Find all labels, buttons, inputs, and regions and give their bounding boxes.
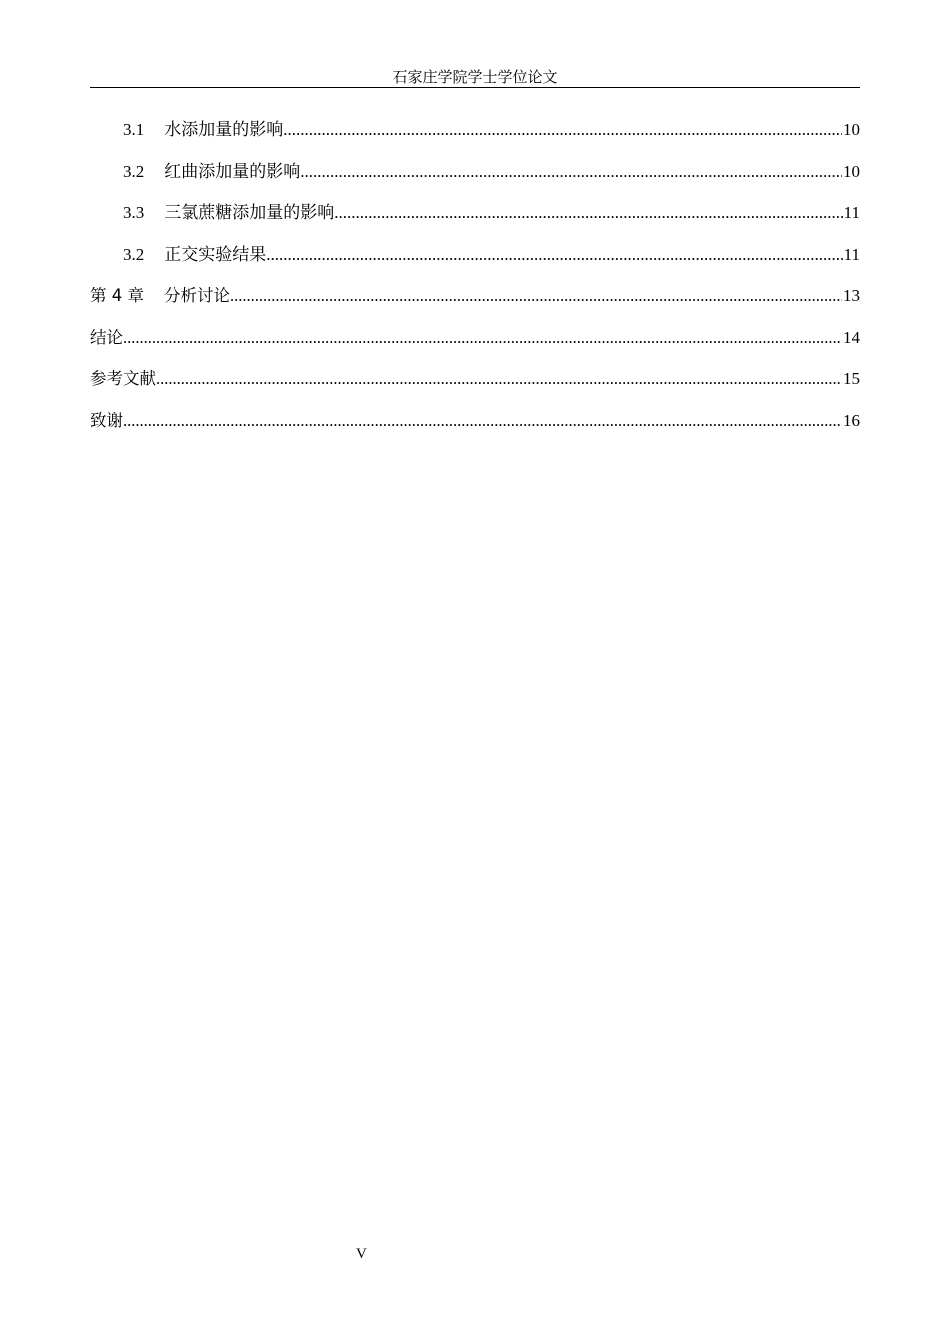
toc-leader-dots [123,325,842,351]
toc-chapter-entry[interactable] [90,325,860,367]
toc-entry-number: 第 4 章 [90,286,144,305]
toc-entry[interactable] [90,159,860,201]
toc-entry-title: 红曲添加量的影响 [164,161,301,181]
toc-entry-title: 正交实验结果 [164,244,267,264]
table-of-contents [90,117,860,449]
running-header: 石家庄学院学士学位论文 [90,69,860,88]
toc-leader-dots [266,242,842,268]
toc-entry-page: 11 [843,203,860,222]
toc-entry-title: 结论 [90,327,123,347]
page-number: V [356,1246,367,1262]
toc-chapter-entry[interactable] [90,366,860,408]
toc-entry-page: 11 [843,244,860,264]
toc-entry-page: 10 [843,120,860,139]
toc-leader-dots [123,408,842,434]
toc-entry-page: 15 [843,369,860,388]
toc-leader-dots [283,117,842,143]
toc-entry-number: 3.3 [123,203,145,222]
toc-entry-page: 16 [843,410,860,430]
toc-leader-dots [300,159,842,185]
toc-entry[interactable] [90,117,860,159]
toc-entry-title: 三氯蔗糖添加量的影响 [164,203,335,222]
toc-entry-number: 3.2 [123,244,145,264]
toc-leader-dots [230,283,842,309]
toc-entry[interactable] [90,242,860,284]
toc-entry-number: 3.1 [123,120,145,139]
toc-chapter-entry[interactable] [90,408,860,450]
toc-entry-page: 14 [843,327,860,347]
toc-entry-title: 致谢 [90,410,123,430]
toc-entry[interactable] [90,200,860,242]
toc-entry-page: 13 [843,286,860,305]
toc-entry-title: 分析讨论 [164,286,230,305]
toc-entry-number: 3.2 [123,161,145,181]
toc-entry-page: 10 [843,161,860,181]
toc-entry-title: 参考文献 [90,369,156,388]
toc-entry-title: 水添加量的影响 [164,120,284,139]
toc-leader-dots [156,366,842,392]
toc-chapter-entry[interactable] [90,283,860,325]
toc-leader-dots [334,200,842,226]
